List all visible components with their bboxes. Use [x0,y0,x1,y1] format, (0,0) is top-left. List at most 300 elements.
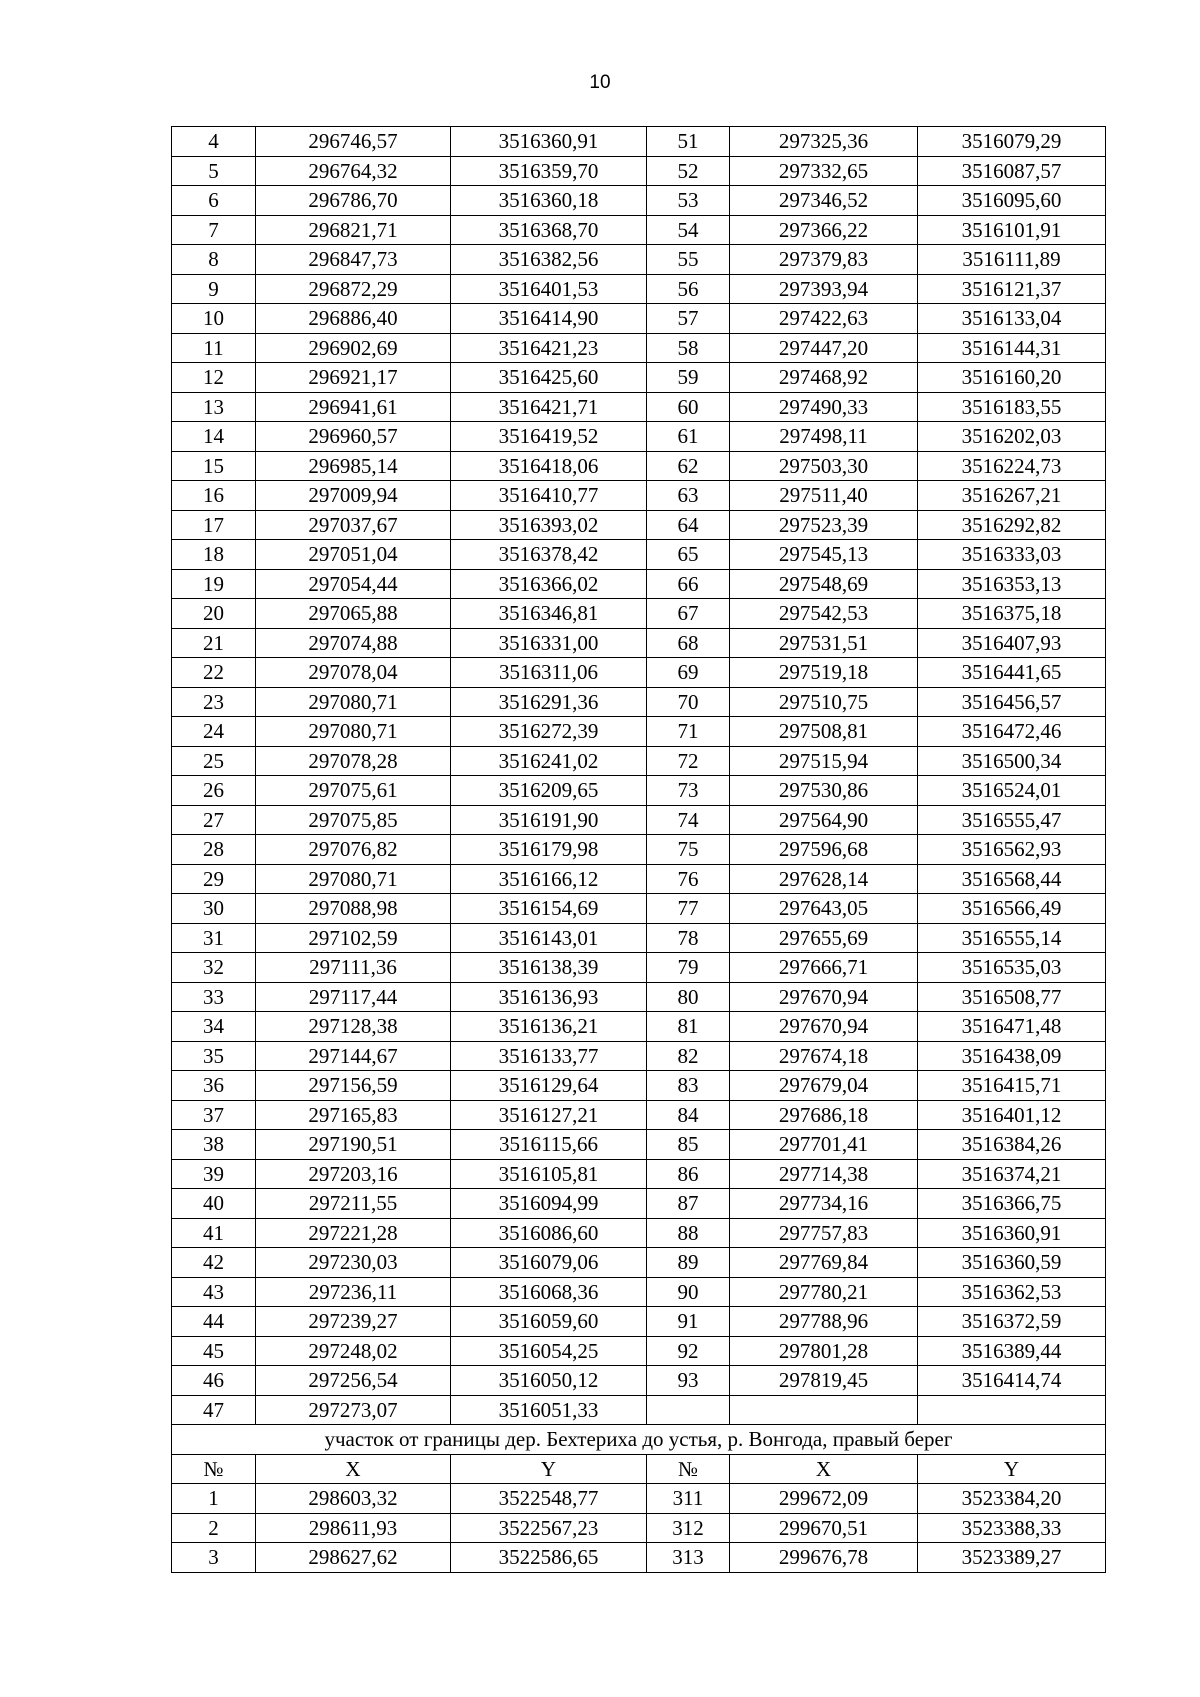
table-cell: 68 [647,628,730,658]
table-cell: 297515,94 [730,746,918,776]
table-cell: 297128,38 [256,1012,451,1042]
table-cell: 297236,11 [256,1277,451,1307]
table-cell: 3516389,44 [918,1336,1106,1366]
table-cell: 297819,45 [730,1366,918,1396]
table-cell: 3516418,06 [451,451,647,481]
table-cell: 297714,38 [730,1159,918,1189]
table-cell: 3522586,65 [451,1543,647,1573]
table-cell: 11 [172,333,256,363]
table-cell: 60 [647,392,730,422]
table-cell: 86 [647,1159,730,1189]
table-cell: 312 [647,1513,730,1543]
table-cell: 297190,51 [256,1130,451,1160]
table-cell: 297498,11 [730,422,918,452]
table-row [172,687,1106,717]
table-cell: 299676,78 [730,1543,918,1573]
table-cell: 71 [647,717,730,747]
table-cell: 90 [647,1277,730,1307]
table-cell: 297545,13 [730,540,918,570]
table-cell: 38 [172,1130,256,1160]
table-cell: 18 [172,540,256,570]
table-cell: 297519,18 [730,658,918,688]
table-cell: 3516127,21 [451,1100,647,1130]
table-cell: 3516333,03 [918,540,1106,570]
table-cell: 297531,51 [730,628,918,658]
table-cell: 3516133,77 [451,1041,647,1071]
table-cell: 296941,61 [256,392,451,422]
table-cell: 297248,02 [256,1336,451,1366]
table-cell: 3516291,36 [451,687,647,717]
table-row [172,1307,1106,1337]
table-cell: 296746,57 [256,127,451,157]
table-cell: 297074,88 [256,628,451,658]
column-header: X [730,1454,918,1484]
table-cell: 3516508,77 [918,982,1106,1012]
table-cell: 66 [647,569,730,599]
table-cell: 3516144,31 [918,333,1106,363]
table-cell: 297548,69 [730,569,918,599]
table-cell: 3516311,06 [451,658,647,688]
table-cell: 297080,71 [256,717,451,747]
table-cell: 3516456,57 [918,687,1106,717]
table-cell: 3516421,71 [451,392,647,422]
table-row [172,274,1106,304]
table-cell: 297542,53 [730,599,918,629]
table-cell: 297674,18 [730,1041,918,1071]
table-cell: 3516105,81 [451,1159,647,1189]
table-cell: 55 [647,245,730,275]
table-cell: 3523384,20 [918,1484,1106,1514]
table-cell: 22 [172,658,256,688]
table-cell: 3516121,37 [918,274,1106,304]
coordinates-table [171,126,1106,1573]
table-cell: 3516051,33 [451,1395,647,1425]
table-cell: 297596,68 [730,835,918,865]
table-row [172,304,1106,334]
table-cell: 3516079,29 [918,127,1106,157]
table-cell: 297666,71 [730,953,918,983]
table-cell: 297325,36 [730,127,918,157]
table-cell: 297102,59 [256,923,451,953]
table-row [172,186,1106,216]
table-cell: 69 [647,658,730,688]
table-cell: 26 [172,776,256,806]
table-cell: 297230,03 [256,1248,451,1278]
table-cell: 296847,73 [256,245,451,275]
table-cell: 63 [647,481,730,511]
table-cell: 3516359,70 [451,156,647,186]
table-cell: 3516068,36 [451,1277,647,1307]
table-cell: 56 [647,274,730,304]
table-cell: 297468,92 [730,363,918,393]
table-cell: 297256,54 [256,1366,451,1396]
table-cell: 3516095,60 [918,186,1106,216]
table-cell: 297564,90 [730,805,918,835]
table-cell: 3516535,03 [918,953,1106,983]
table-row [172,481,1106,511]
table-row [172,1218,1106,1248]
table-row [172,746,1106,776]
table-cell: 14 [172,422,256,452]
table-row [172,1248,1106,1278]
table-cell: 3516374,21 [918,1159,1106,1189]
table-cell: 92 [647,1336,730,1366]
table-row [172,894,1106,924]
table-cell: 299670,51 [730,1513,918,1543]
table-cell: 3516143,01 [451,923,647,953]
table-cell: 9 [172,274,256,304]
table-cell: 297075,61 [256,776,451,806]
table-row [172,1336,1106,1366]
table-cell: 297332,65 [730,156,918,186]
table-cell: 3516360,91 [918,1218,1106,1248]
table-cell: 3516566,49 [918,894,1106,924]
table-cell: 3516267,21 [918,481,1106,511]
table-cell: 298627,62 [256,1543,451,1573]
table-cell: 2 [172,1513,256,1543]
table-cell: 297447,20 [730,333,918,363]
table-cell: 297523,39 [730,510,918,540]
table-cell: 35 [172,1041,256,1071]
section-title-row [172,1425,1106,1455]
table-cell: 3516524,01 [918,776,1106,806]
table-cell: 297788,96 [730,1307,918,1337]
table-cell: 3516154,69 [451,894,647,924]
column-header: № [172,1454,256,1484]
table-cell: 297065,88 [256,599,451,629]
table-cell: 297080,71 [256,864,451,894]
page-number: 10 [589,72,611,93]
table-row [172,658,1106,688]
table-cell: 3516471,48 [918,1012,1106,1042]
table-row [172,156,1106,186]
table-cell: 3516378,42 [451,540,647,570]
table-cell: 72 [647,746,730,776]
table-row [172,392,1106,422]
table-cell: 70 [647,687,730,717]
table-cell: 12 [172,363,256,393]
table-cell: 297503,30 [730,451,918,481]
table-cell: 27 [172,805,256,835]
table-cell: 3516362,53 [918,1277,1106,1307]
table-row [172,569,1106,599]
table-cell: 296886,40 [256,304,451,334]
table-cell: 3516087,57 [918,156,1106,186]
table-cell: 37 [172,1100,256,1130]
table-cell: 23 [172,687,256,717]
table-cell: 3516410,77 [451,481,647,511]
table-cell: 3516425,60 [451,363,647,393]
table-row [172,628,1106,658]
table-cell: 297379,83 [730,245,918,275]
table-cell: 297628,14 [730,864,918,894]
table-cell: 6 [172,186,256,216]
table-cell: 297511,40 [730,481,918,511]
table-cell: 15 [172,451,256,481]
table-cell: 3516375,18 [918,599,1106,629]
column-header: Y [451,1454,647,1484]
table-cell: 297117,44 [256,982,451,1012]
table-row [172,215,1106,245]
table-cell: 40 [172,1189,256,1219]
table-cell: 3516441,65 [918,658,1106,688]
table-row [172,1041,1106,1071]
coordinates-table-body [172,127,1106,1573]
table-cell: 296960,57 [256,422,451,452]
table-cell: 297156,59 [256,1071,451,1101]
table-cell: 297221,28 [256,1218,451,1248]
table-cell: 59 [647,363,730,393]
table-cell: 3516129,64 [451,1071,647,1101]
table-row [172,1395,1106,1425]
table-cell: 3516209,65 [451,776,647,806]
table-cell: 3516133,04 [918,304,1106,334]
table-row [172,599,1106,629]
table-row [172,1100,1106,1130]
table-cell: 81 [647,1012,730,1042]
table-cell: 36 [172,1071,256,1101]
column-header: № [647,1454,730,1484]
table-cell: 65 [647,540,730,570]
table-cell: 17 [172,510,256,540]
table-cell: 297655,69 [730,923,918,953]
table-cell: 75 [647,835,730,865]
table-row [172,982,1106,1012]
table-cell: 21 [172,628,256,658]
table-cell: 3516555,14 [918,923,1106,953]
table-cell: 89 [647,1248,730,1278]
table-row [172,510,1106,540]
table-row [172,923,1106,953]
table-row [172,1513,1106,1543]
table-cell: 46 [172,1366,256,1396]
table-cell: 54 [647,215,730,245]
table-cell: 30 [172,894,256,924]
table-cell: 24 [172,717,256,747]
table-cell: 297686,18 [730,1100,918,1130]
table-row [172,1071,1106,1101]
table-cell: 3516472,46 [918,717,1106,747]
table-cell: 297757,83 [730,1218,918,1248]
table-cell: 41 [172,1218,256,1248]
table-cell: 43 [172,1277,256,1307]
table-cell: 34 [172,1012,256,1042]
table-cell: 297239,27 [256,1307,451,1337]
table-cell: 296921,17 [256,363,451,393]
table-cell: 297075,85 [256,805,451,835]
table-cell: 297422,63 [730,304,918,334]
table-cell: 29 [172,864,256,894]
table-cell: 313 [647,1543,730,1573]
table-cell: 91 [647,1307,730,1337]
table-cell: 3516241,02 [451,746,647,776]
section-title: участок от границы дер. Бехтериха до устья, р. Вонгода, правый берег [172,1425,1106,1455]
table-cell: 84 [647,1100,730,1130]
table-row [172,540,1106,570]
table-cell: 47 [172,1395,256,1425]
table-cell: 297670,94 [730,982,918,1012]
table-cell: 28 [172,835,256,865]
table-cell: 297510,75 [730,687,918,717]
table-row [172,1189,1106,1219]
table-cell: 3516115,66 [451,1130,647,1160]
table-cell: 62 [647,451,730,481]
table-cell: 3516136,93 [451,982,647,1012]
table-row [172,1130,1106,1160]
table-cell: 67 [647,599,730,629]
table-cell: 296902,69 [256,333,451,363]
table-cell: 296821,71 [256,215,451,245]
table-cell: 297273,07 [256,1395,451,1425]
table-cell: 298611,93 [256,1513,451,1543]
table-row [172,127,1106,157]
table-cell: 3523389,27 [918,1543,1106,1573]
table-cell: 58 [647,333,730,363]
table-cell: 64 [647,510,730,540]
table-cell: 298603,32 [256,1484,451,1514]
table-cell: 3516079,06 [451,1248,647,1278]
table-cell: 299672,09 [730,1484,918,1514]
table-row [172,422,1106,452]
table-cell: 87 [647,1189,730,1219]
table-cell: 53 [647,186,730,216]
table-cell: 3523388,33 [918,1513,1106,1543]
table-cell: 3516414,90 [451,304,647,334]
table-cell: 52 [647,156,730,186]
table-cell: 3516179,98 [451,835,647,865]
table-cell: 42 [172,1248,256,1278]
table-cell: 3516568,44 [918,864,1106,894]
table-cell: 297203,16 [256,1159,451,1189]
table-cell: 3516059,60 [451,1307,647,1337]
table-cell: 32 [172,953,256,983]
table-cell: 39 [172,1159,256,1189]
table-cell: 3516183,55 [918,392,1106,422]
table-cell: 297366,22 [730,215,918,245]
table-cell: 297078,28 [256,746,451,776]
table-cell: 77 [647,894,730,924]
table-cell: 7 [172,215,256,245]
table-cell: 73 [647,776,730,806]
table-cell [730,1395,918,1425]
table-cell: 3516382,56 [451,245,647,275]
table-cell: 297076,82 [256,835,451,865]
table-cell: 4 [172,127,256,157]
table-row [172,717,1106,747]
table-cell: 3516346,81 [451,599,647,629]
table-cell: 296764,32 [256,156,451,186]
table-cell: 3516360,18 [451,186,647,216]
table-cell: 3516353,13 [918,569,1106,599]
table-cell: 82 [647,1041,730,1071]
table-cell: 3516401,53 [451,274,647,304]
table-cell: 297078,04 [256,658,451,688]
table-cell: 13 [172,392,256,422]
table-cell: 79 [647,953,730,983]
table-row [172,451,1106,481]
table-cell: 297054,44 [256,569,451,599]
table-cell: 61 [647,422,730,452]
table-cell: 80 [647,982,730,1012]
table-row [172,363,1106,393]
table-cell: 297530,86 [730,776,918,806]
table-row [172,835,1106,865]
table-cell: 3516224,73 [918,451,1106,481]
table-cell: 3516555,47 [918,805,1106,835]
table-cell: 20 [172,599,256,629]
table-cell: 19 [172,569,256,599]
table-cell: 3516393,02 [451,510,647,540]
table-cell: 83 [647,1071,730,1101]
table-cell: 311 [647,1484,730,1514]
table-cell: 33 [172,982,256,1012]
table-cell: 5 [172,156,256,186]
table-cell: 297508,81 [730,717,918,747]
table-cell: 45 [172,1336,256,1366]
table-cell: 296985,14 [256,451,451,481]
table-cell: 297734,16 [730,1189,918,1219]
table-cell: 93 [647,1366,730,1396]
table-cell: 3516384,26 [918,1130,1106,1160]
table-row [172,1012,1106,1042]
table-cell: 296872,29 [256,274,451,304]
table-cell: 31 [172,923,256,953]
table-cell: 297679,04 [730,1071,918,1101]
table-row [172,1366,1106,1396]
table-cell: 3516111,89 [918,245,1106,275]
table-cell: 3516136,21 [451,1012,647,1042]
table-row [172,805,1106,835]
table-cell: 16 [172,481,256,511]
table-row [172,245,1106,275]
table-row [172,953,1106,983]
table-cell: 297670,94 [730,1012,918,1042]
table-cell: 74 [647,805,730,835]
table-cell: 297144,67 [256,1041,451,1071]
table-cell: 3516360,59 [918,1248,1106,1278]
table-cell: 3522567,23 [451,1513,647,1543]
column-header: X [256,1454,451,1484]
table-cell: 51 [647,127,730,157]
table-cell: 3516086,60 [451,1218,647,1248]
table-cell: 297701,41 [730,1130,918,1160]
table-cell: 10 [172,304,256,334]
table-row [172,864,1106,894]
table-cell: 3516368,70 [451,215,647,245]
table-cell: 297769,84 [730,1248,918,1278]
table-cell: 297165,83 [256,1100,451,1130]
table-cell: 3516366,02 [451,569,647,599]
column-header: Y [918,1454,1106,1484]
table-cell: 3516401,12 [918,1100,1106,1130]
table-cell: 3516331,00 [451,628,647,658]
table-cell: 25 [172,746,256,776]
table-row [172,1484,1106,1514]
table-cell: 85 [647,1130,730,1160]
table-cell: 3516419,52 [451,422,647,452]
table-cell: 297037,67 [256,510,451,540]
table-cell: 88 [647,1218,730,1248]
table-cell: 3516360,91 [451,127,647,157]
table-cell: 3516166,12 [451,864,647,894]
table-cell: 3516160,20 [918,363,1106,393]
table-cell: 297490,33 [730,392,918,422]
table-cell: 1 [172,1484,256,1514]
table-cell: 78 [647,923,730,953]
table-cell [918,1395,1106,1425]
table-cell: 3516101,91 [918,215,1106,245]
table-cell: 297346,52 [730,186,918,216]
